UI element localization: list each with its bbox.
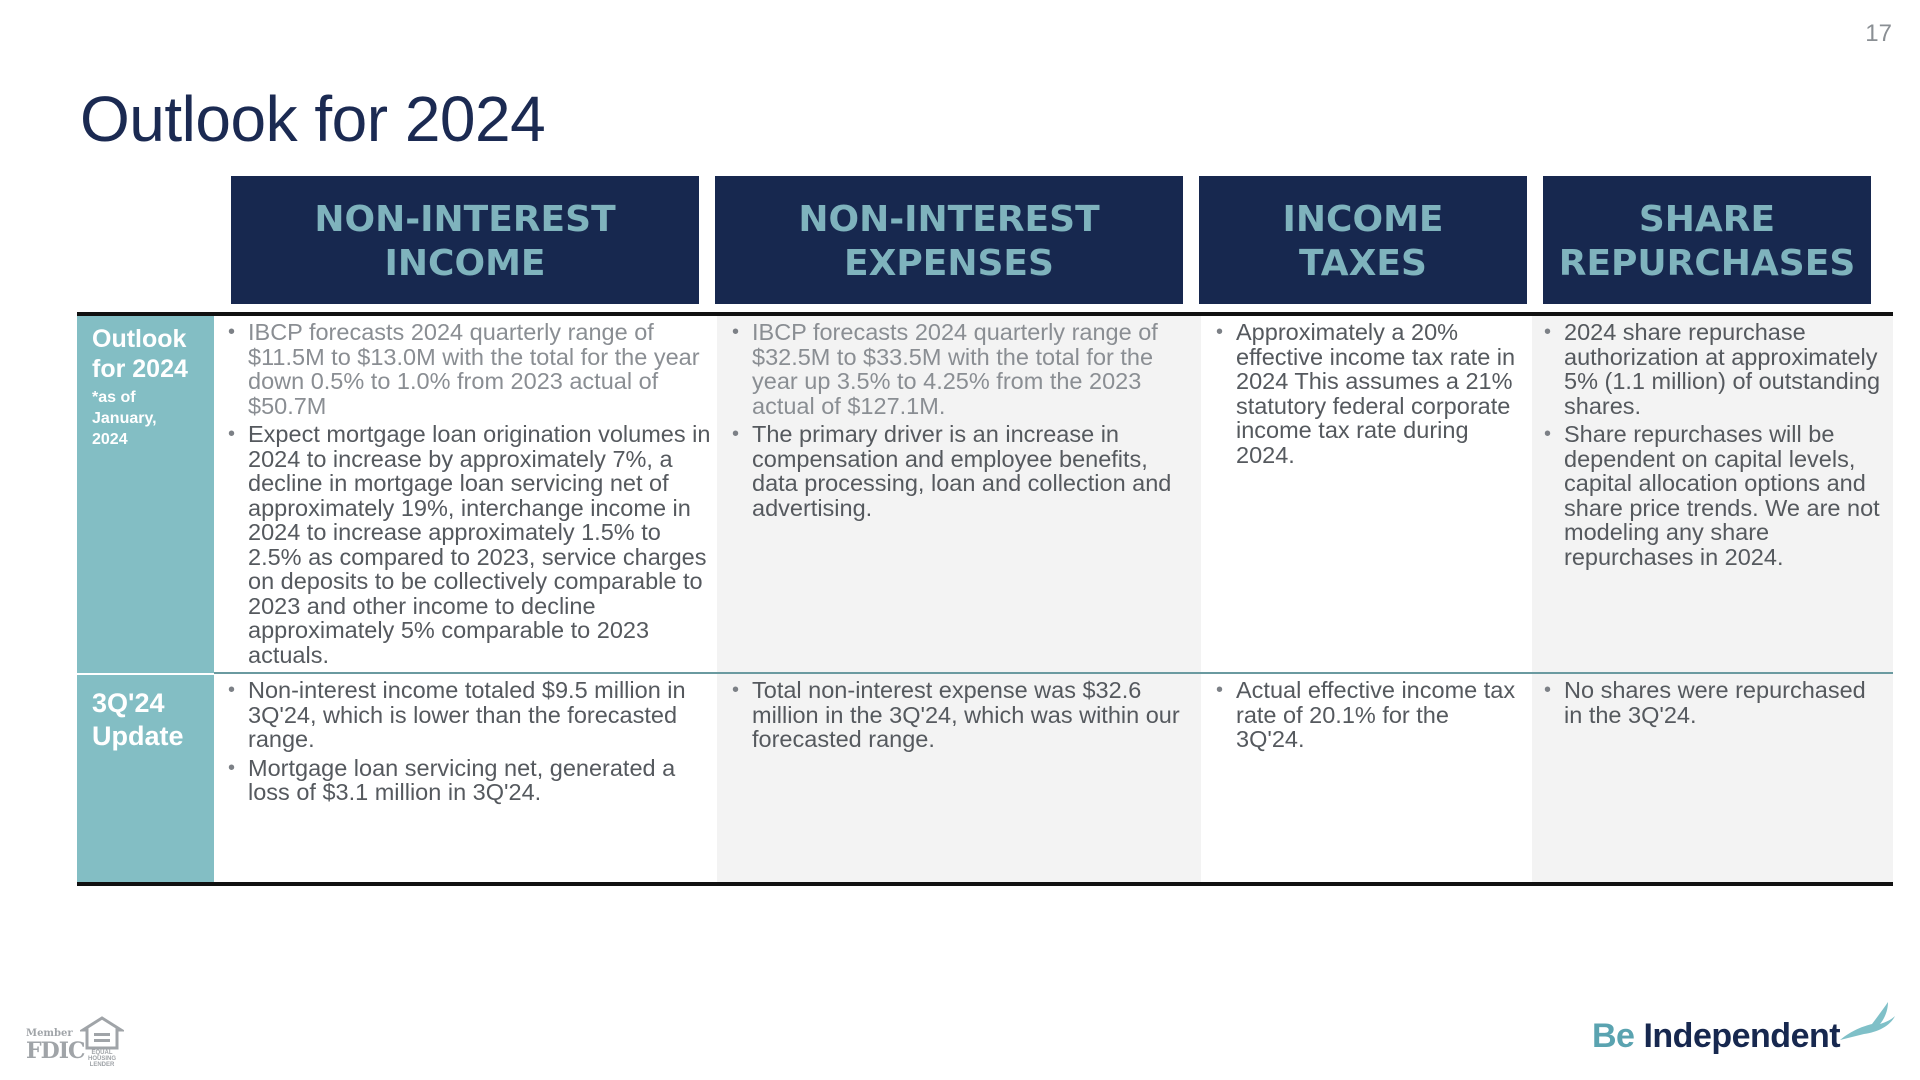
row-label-note: January, <box>92 410 157 427</box>
list-item: • IBCP forecasts 2024 quarterly range of $11.5M to $13.0M with the total for the year down 0.5% to 1.0% from 2023 actual of $50.7M <box>225 320 713 418</box>
fdic-member-label: Member <box>26 1028 73 1039</box>
table-cell-update-non-interest-income <box>225 678 713 809</box>
table-cell-outlook-non-interest-income <box>225 320 713 671</box>
column-header-line: INCOME <box>1282 199 1444 240</box>
list-item: • No shares were repurchased in the 3Q'24. <box>1541 678 1881 727</box>
column-header-line: TAXES <box>1299 243 1427 284</box>
column-header-income-taxes <box>1199 176 1527 304</box>
row-label-line: 3Q'24 <box>92 688 165 718</box>
list-item: • Mortgage loan servicing net, generated a loss of $3.1 million in 3Q'24. <box>225 756 713 805</box>
table-cell-outlook-share-repurchases <box>1541 320 1881 573</box>
brand-independent-text: Independent <box>1643 1017 1841 1055</box>
list-item: • Expect mortgage loan origination volumes in 2024 to increase by approximately 7%, a decline in mortgage loan servicing net of approximately 19%, interchange income in 2024 to increase approximately 1.5% to 2.5% as compared to 2023, service charges on deposits to be collectively comparable to 2023 and other income to decline approximately 5% comparable to 2023 actuals. <box>225 422 713 667</box>
table-cell-update-income-taxes <box>1213 678 1523 756</box>
equal-housing-label <box>82 1050 122 1068</box>
equal-housing-text: LENDER <box>89 1062 115 1068</box>
list-item: • Actual effective income tax rate of 20.1% for the 3Q'24. <box>1213 678 1523 752</box>
row-label-outlook <box>77 316 214 673</box>
fdic-logo <box>26 1016 126 1068</box>
column-header-line: REPURCHASES <box>1558 243 1856 284</box>
list-item: • Total non-interest expense was $32.6 million in the 3Q'24, which was within our forecasted range. <box>729 678 1199 752</box>
brand-be-text: Be <box>1592 1017 1635 1055</box>
list-item: • IBCP forecasts 2024 quarterly range of $32.5M to $33.5M with the total for the year up 3.5% to 4.25% from the 2023 actual of $127.1M. <box>729 320 1199 418</box>
row-label-note: 2024 <box>92 431 128 448</box>
column-header-line: SHARE <box>1638 199 1776 240</box>
row-label-update <box>77 675 214 882</box>
column-header-share-repurchases <box>1543 176 1871 304</box>
table-cell-update-non-interest-expenses <box>729 678 1199 756</box>
table-cell-outlook-non-interest-expenses <box>729 320 1199 524</box>
column-header-non-interest-expenses <box>715 176 1183 304</box>
row-divider <box>214 672 1893 674</box>
table-top-rule <box>77 312 1893 316</box>
list-item: • 2024 share repurchase authorization at approximately 5% (1.1 million) of outstanding shares. <box>1541 320 1881 418</box>
bird-icon <box>1838 1000 1896 1044</box>
equal-housing-text: EQUAL HOUSING <box>87 1050 116 1062</box>
list-item: • Non-interest income totaled $9.5 million in 3Q'24, which is lower than the forecasted range. <box>225 678 713 752</box>
table-bottom-rule <box>77 882 1893 886</box>
column-header-line: INCOME <box>384 243 546 284</box>
list-item: • Approximately a 20% effective income tax rate in 2024 This assumes a 21% statutory federal corporate income tax rate during 2024. <box>1213 320 1523 467</box>
equal-housing-icon <box>80 1016 124 1050</box>
page-number: 17 <box>1865 20 1892 47</box>
row-label-line: Outlook <box>92 325 187 353</box>
column-header-line: NON-INTEREST <box>314 199 616 240</box>
fdic-label: FDIC <box>26 1038 85 1064</box>
column-header-line: EXPENSES <box>844 243 1054 284</box>
table-cell-outlook-income-taxes <box>1213 320 1523 471</box>
table-cell-update-share-repurchases <box>1541 678 1881 731</box>
brand-logo <box>1592 1008 1840 1056</box>
row-label-line: Update <box>92 721 184 751</box>
column-header-line: NON-INTEREST <box>798 199 1100 240</box>
row-label-line: for 2024 <box>92 355 188 383</box>
row-label-note: *as of <box>92 389 136 406</box>
page-title: Outlook for 2024 <box>80 83 546 155</box>
column-header-non-interest-income <box>231 176 699 304</box>
list-item: • The primary driver is an increase in compensation and employee benefits, data processing, loan and collection and advertising. <box>729 422 1199 520</box>
list-item: • Share repurchases will be dependent on capital levels, capital allocation options and share price trends. We are not modeling any share repurchases in 2024. <box>1541 422 1881 569</box>
